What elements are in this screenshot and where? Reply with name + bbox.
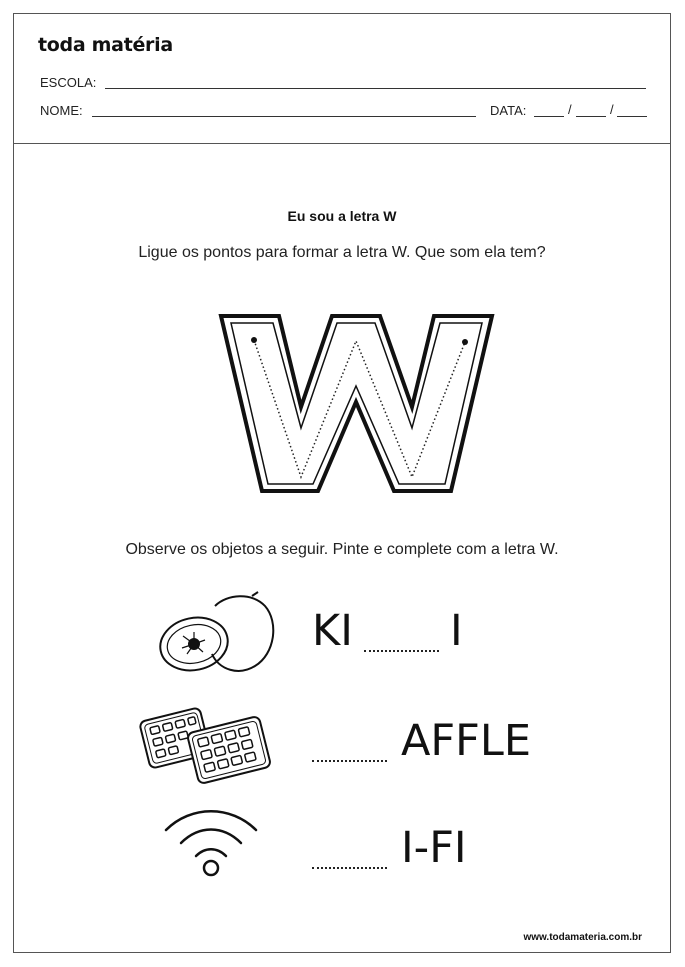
start-dot [251,337,257,343]
worksheet [13,13,671,953]
word-kiwi-before: KI [312,606,353,656]
wifi-icon [161,800,261,880]
word-wifi-blank[interactable] [312,867,387,869]
trace-instruction: Ligue os pontos para formar a letra W. Que som ela tem? [138,244,546,261]
word-kiwi-blank[interactable] [364,650,439,652]
school-field[interactable] [105,88,646,89]
date-year-field[interactable] [617,116,647,117]
date-separator: / [568,102,572,117]
name-label: NOME: [40,103,83,118]
word-waffle-blank[interactable] [312,760,387,762]
waffle-icon [134,694,284,784]
word-waffle-after: AFFLE [401,716,532,766]
end-dot [462,339,468,345]
kiwi-icon [157,584,277,674]
word-kiwi-after: I [450,606,463,656]
letter-w-tracing[interactable] [204,297,484,487]
objects-instruction: Observe os objetos a seguir. Pinte e complete com a letra W. [125,541,559,558]
footer-url[interactable]: www.todamateria.com.br [523,932,642,943]
brand-logo: toda matéria [38,34,173,56]
date-day-field[interactable] [534,116,564,117]
date-label: DATA: [490,103,527,118]
date-separator: / [610,102,614,117]
date-month-field[interactable] [576,116,606,117]
name-field[interactable] [92,116,476,117]
school-label: ESCOLA: [40,75,97,90]
word-wifi-after: I-FI [401,823,467,873]
activity-title: Eu sou a letra W [287,208,397,224]
worksheet-header [14,14,670,144]
